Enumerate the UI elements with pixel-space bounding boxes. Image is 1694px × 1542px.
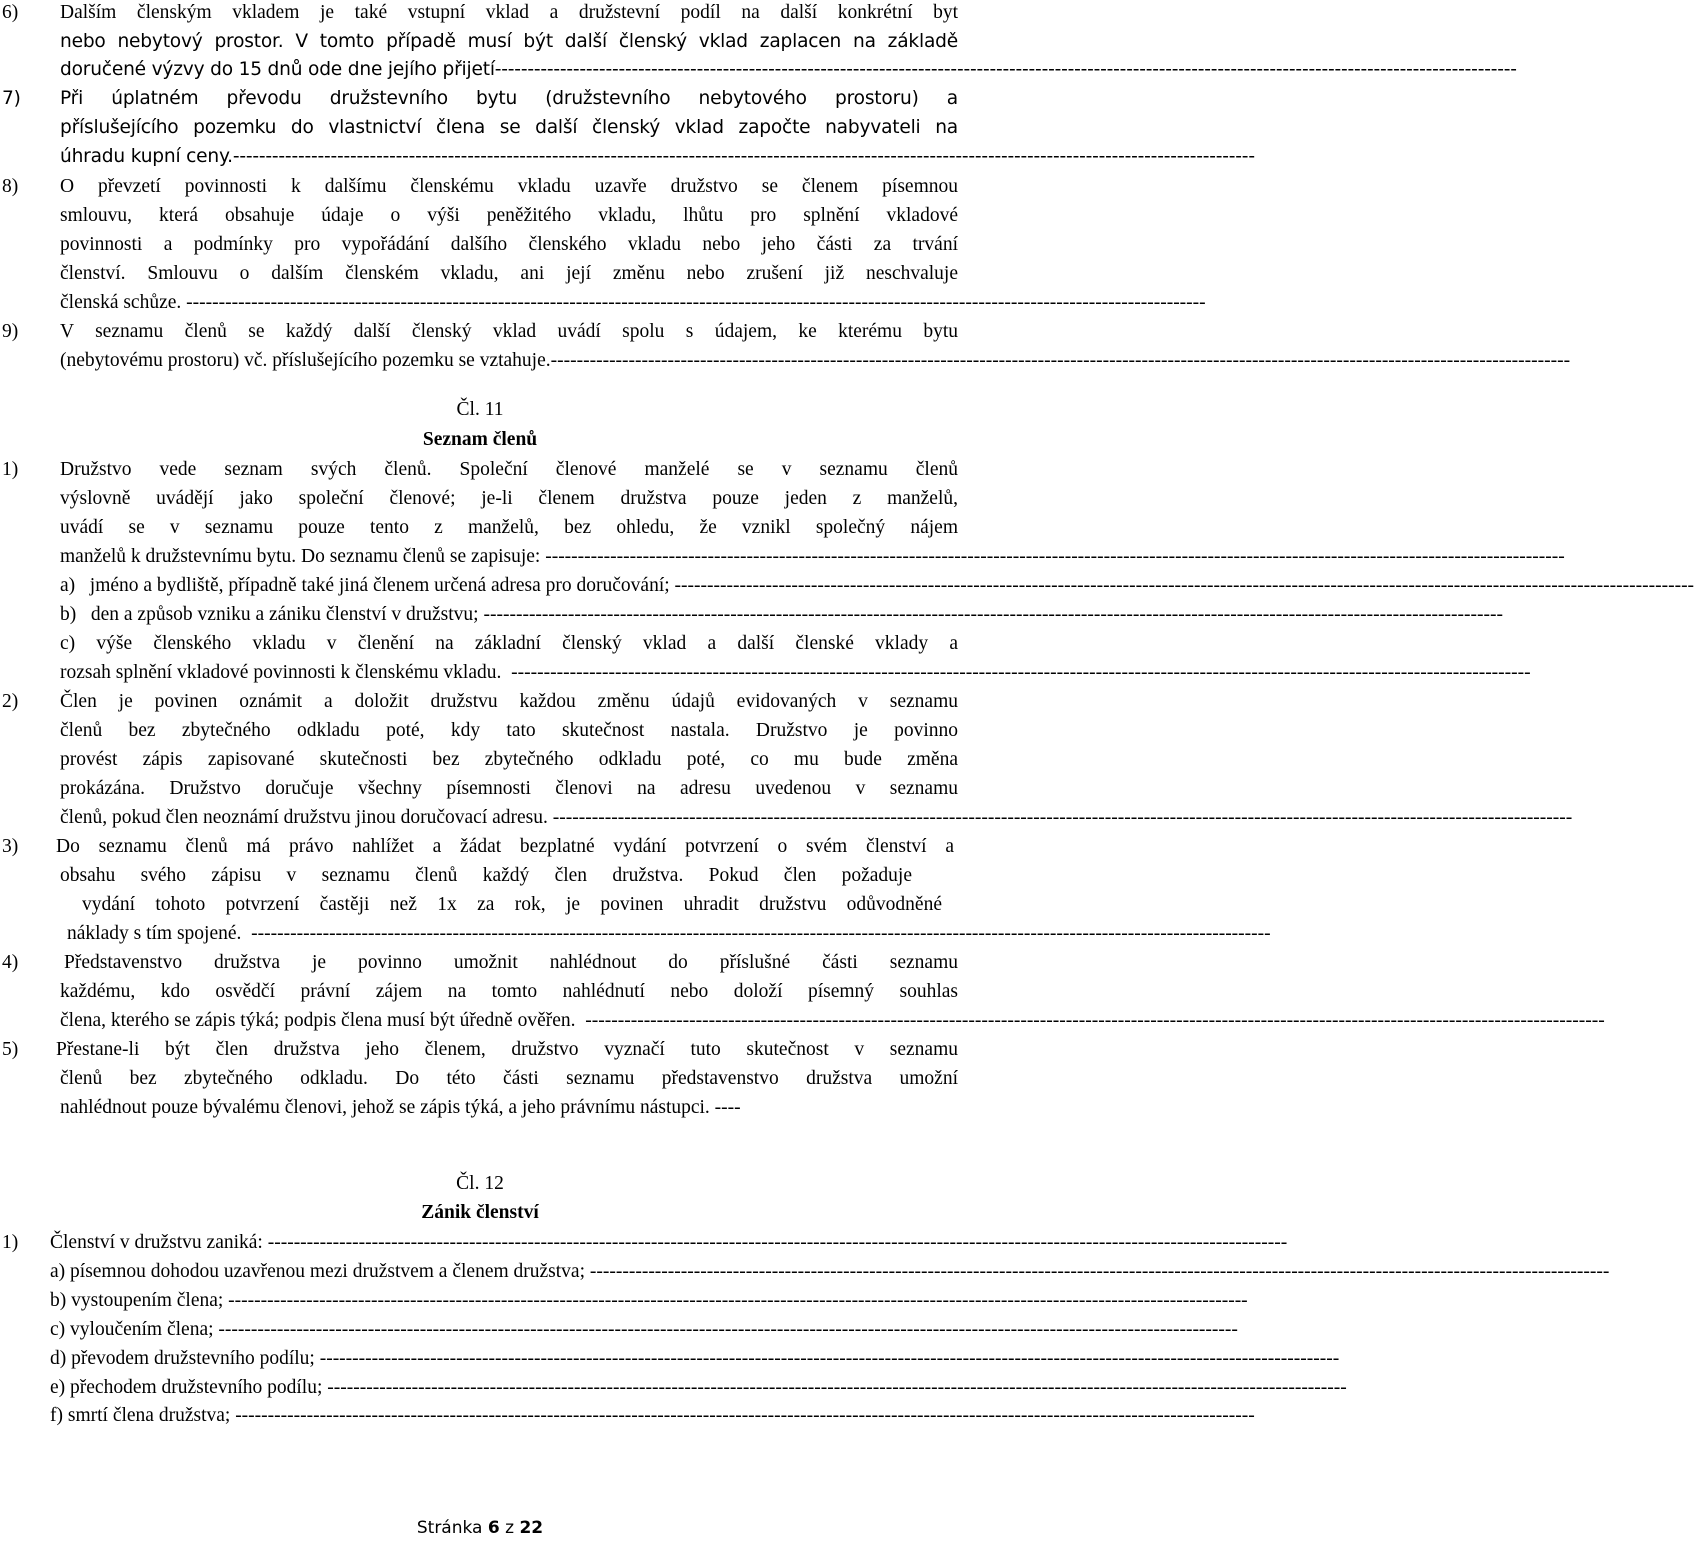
- cl12-p1-intro-text: Členství v družstvu zaniká:: [50, 1232, 268, 1253]
- cl11-p1-line-3: uvádí se v seznamu pouze tento z manželů, bez ohledu, že vznikl společný nájem: [60, 517, 958, 538]
- item-number-11-1: 1): [2, 459, 19, 480]
- cl11-p2-line-1: Člen je povinen oznámit a doložit družstvu každou změnu údajů evidovaných v seznamu: [60, 691, 958, 712]
- item-number-8: 8): [2, 176, 19, 197]
- dash-filler: -------------------------------------------------------------------------------------------------------------------------------------------------------------: [494, 59, 1517, 80]
- cl11-p4-line-1: Představenstvo družstva je povinno umožnit nahlédnout do příslušné části seznamu: [64, 952, 958, 973]
- p6-line-3-text: doručené výzvy do 15 dnů ode dne jejího přijetí: [60, 59, 495, 80]
- article-11-heading: Čl. 11: [456, 399, 504, 420]
- cl11-p2-line-5: [60, 807, 1573, 828]
- footer-page-total: 22: [519, 1518, 544, 1538]
- dash-filler: -------------------------------------------------------------------------------------------------------------------------------------------------------------: [545, 546, 1565, 567]
- footer-of-label: z: [505, 1518, 515, 1538]
- cl11-p1-item-c-line-2: [60, 662, 1531, 683]
- cl11-p1-item-a: [60, 575, 1694, 596]
- dash-filler: -------------------------------------------------------------------------------------------------------------------------------------------------------------: [319, 1348, 1340, 1369]
- cl11-p1-line-4-text: manželů k družstevnímu bytu. Do seznamu členů se zapisuje:: [60, 546, 546, 567]
- p7-line-3-text: úhradu kupní ceny.: [60, 146, 233, 167]
- p6-line-2: nebo nebytový prostor. V tomto případě musí být další členský vklad zaplacen na základě: [60, 31, 958, 52]
- dash-filler: -------------------------------------------------------------------------------------------------------------------------------------------------------------: [251, 923, 1271, 944]
- dash-filler: -------------------------------------------------------------------------------------------------------------------------------------------------------------: [674, 575, 1694, 596]
- footer-page-label: Stránka: [416, 1518, 483, 1538]
- dash-filler: -------------------------------------------------------------------------------------------------------------------------------------------------------------: [232, 146, 1255, 167]
- cl11-p1-item-a-text: a) jméno a bydliště, případně také jiná členem určená adresa pro doručování;: [60, 575, 675, 596]
- article-12-title: Zánik členství: [421, 1202, 539, 1223]
- cl12-p1-item-c-text: c) vyloučením člena;: [50, 1319, 219, 1340]
- p8-line-1: O převzetí povinnosti k dalšímu členskému vkladu uzavře družstvo se členem písemnou: [60, 176, 958, 197]
- page-footer: [0, 1520, 960, 1537]
- article-12-heading: Čl. 12: [456, 1173, 504, 1194]
- p7-line-1: Při úplatném převodu družstevního bytu (družstevního nebytového prostoru) a: [60, 88, 958, 109]
- cl11-p5-line-1: Přestane-li být člen družstva jeho členem, družstvo vyznačí tuto skutečnost v seznamu: [56, 1039, 958, 1060]
- item-number-11-4: 4): [2, 952, 19, 973]
- cl12-p1-item-b-text: b) vystoupením člena;: [50, 1290, 229, 1311]
- dash-filler: -------------------------------------------------------------------------------------------------------------------------------------------------------------: [267, 1232, 1288, 1253]
- item-number-11-3: 3): [2, 836, 19, 857]
- p8-line-4: členství. Smlouvu o dalším členském vkladu, ani její změnu nebo zrušení již neschvaluje: [60, 263, 958, 284]
- cl11-p5-line-2: členů bez zbytečného odkladu. Do této části seznamu představenstvo družstva umožní: [60, 1068, 958, 1089]
- p6-line-1: Dalším členským vkladem je také vstupní vklad a družstevní podíl na další konkrétní byt: [60, 2, 958, 23]
- cl11-p4-line-2: každému, kdo osvědčí právní zájem na tomto nahlédnutí nebo doloží písemný souhlas: [60, 981, 958, 1002]
- cl12-p1-intro: [50, 1232, 1288, 1253]
- cl11-p2-line-5-text: členů, pokud člen neoznámí družstvu jinou doručovací adresu.: [60, 807, 553, 828]
- cl11-p1-item-c-line-2-text: rozsah splnění vkladové povinnosti k členskému vkladu.: [60, 662, 512, 683]
- cl12-p1-item-f: [50, 1405, 1255, 1426]
- dash-filler: -------------------------------------------------------------------------------------------------------------------------------------------------------------: [218, 1319, 1238, 1340]
- dash-filler: -------------------------------------------------------------------------------------------------------------------------------------------------------------: [511, 662, 1531, 683]
- dash-filler: -------------------------------------------------------------------------------------------------------------------------------------------------------------: [483, 604, 1503, 625]
- cl12-p1-item-d-text: d) převodem družstevního podílu;: [50, 1348, 320, 1369]
- article-11-title: Seznam členů: [422, 429, 538, 450]
- dash-filler: -------------------------------------------------------------------------------------------------------------------------------------------------------------: [327, 1377, 1347, 1398]
- cl12-p1-item-e: [50, 1377, 1347, 1398]
- dash-filler: -------------------------------------------------------------------------------------------------------------------------------------------------------------: [552, 807, 1573, 828]
- cl12-p1-item-a-text: a) písemnou dohodou uzavřenou mezi družstvem a členem družstva;: [50, 1261, 590, 1282]
- p9-line-2-text: (nebytovému prostoru) vč. příslušejícího pozemku se vztahuje.: [60, 350, 551, 371]
- p8-line-2: smlouvu, která obsahuje údaje o výši peněžitého vkladu, lhůtu pro splnění vkladové: [60, 205, 958, 226]
- cl11-p1-item-b: [60, 604, 1503, 625]
- cl12-p1-item-c: [50, 1319, 1238, 1340]
- cl11-p3-line-1: Do seznamu členů má právo nahlížet a žádat bezplatné vydání potvrzení o svém členství a: [56, 836, 954, 857]
- cl11-p1-item-c-line-1: c) výše členského vkladu v členění na základní členský vklad a další členské vklady a: [60, 633, 958, 654]
- p9-line-1: V seznamu členů se každý další členský vklad uvádí spolu s údajem, ke kterému bytu: [60, 321, 958, 342]
- cl11-p4-line-3: [60, 1010, 1605, 1031]
- cl11-p2-line-2: členů bez zbytečného odkladu poté, kdy tato skutečnost nastala. Družstvo je povinno: [60, 720, 958, 741]
- cl12-p1-item-d: [50, 1348, 1340, 1369]
- p8-line-5: [60, 292, 1206, 313]
- cl12-p1-item-f-text: f) smrtí člena družstva;: [50, 1405, 236, 1426]
- cl11-p1-item-b-text: b) den a způsob vzniku a zániku členství v družstvu;: [60, 604, 484, 625]
- cl11-p2-line-3: provést zápis zapisované skutečnosti bez zbytečného odkladu poté, co mu bude změna: [60, 749, 958, 770]
- cl12-p1-item-e-text: e) přechodem družstevního podílu;: [50, 1377, 328, 1398]
- cl11-p1-line-1: Družstvo vede seznam svých členů. Společní členové manželé se v seznamu členů: [60, 459, 958, 480]
- p7-line-3: [60, 146, 1255, 167]
- item-number-7: 7): [2, 88, 21, 109]
- p8-line-3: povinnosti a podmínky pro vypořádání dalšího členského vkladu nebo jeho části za trvání: [60, 234, 958, 255]
- cl11-p3-line-4-text: náklady s tím spojené.: [67, 923, 252, 944]
- dash-filler: -------------------------------------------------------------------------------------------------------------------------------------------------------------: [228, 1290, 1248, 1311]
- p7-line-2: příslušejícího pozemku do vlastnictví člena se další členský vklad započte nabyvateli na: [60, 117, 958, 138]
- cl11-p2-line-4: prokázána. Družstvo doručuje všechny písemnosti členovi na adresu uvedenou v seznamu: [60, 778, 958, 799]
- item-number-6: 6): [2, 2, 19, 23]
- p8-line-5-text: členská schůze.: [60, 292, 187, 313]
- cl11-p4-line-3-text: člena, kterého se zápis týká; podpis člena musí být úředně ověřen.: [60, 1010, 586, 1031]
- cl12-p1-item-b: [50, 1290, 1248, 1311]
- dash-filler: -------------------------------------------------------------------------------------------------------------------------------------------------------------: [585, 1010, 1605, 1031]
- cl11-p1-line-2: výslovně uvádějí jako společní členové; je-li členem družstva pouze jeden z manželů,: [60, 488, 958, 509]
- cl12-p1-item-a: [50, 1261, 1610, 1282]
- dash-filler: -------------------------------------------------------------------------------------------------------------------------------------------------------------: [235, 1405, 1255, 1426]
- item-number-11-5: 5): [2, 1039, 19, 1060]
- dash-filler: -------------------------------------------------------------------------------------------------------------------------------------------------------------: [550, 350, 1571, 371]
- cl11-p3-line-2: obsahu svého zápisu v seznamu členů každý člen družstva. Pokud člen požaduje: [60, 865, 912, 886]
- p9-line-2: [60, 350, 1571, 371]
- cl11-p5-line-3: nahlédnout pouze bývalému členovi, jehož se zápis týká, a jeho právnímu nástupci. ----: [60, 1097, 741, 1118]
- footer-page-number: 6: [487, 1518, 500, 1538]
- dash-filler: -------------------------------------------------------------------------------------------------------------------------------------------------------------: [589, 1261, 1610, 1282]
- cl11-p1-line-4: [60, 546, 1565, 567]
- cl11-p3-line-4: [67, 923, 1271, 944]
- p6-line-3: [60, 59, 1517, 80]
- item-number-9: 9): [2, 321, 19, 342]
- item-number-12-1: 1): [2, 1232, 19, 1253]
- dash-filler: -------------------------------------------------------------------------------------------------------------------------------------------------------------: [186, 292, 1206, 313]
- item-number-11-2: 2): [2, 691, 19, 712]
- cl11-p3-line-3: vydání tohoto potvrzení častěji než 1x za rok, je povinen uhradit družstvu odůvodněné: [82, 894, 942, 915]
